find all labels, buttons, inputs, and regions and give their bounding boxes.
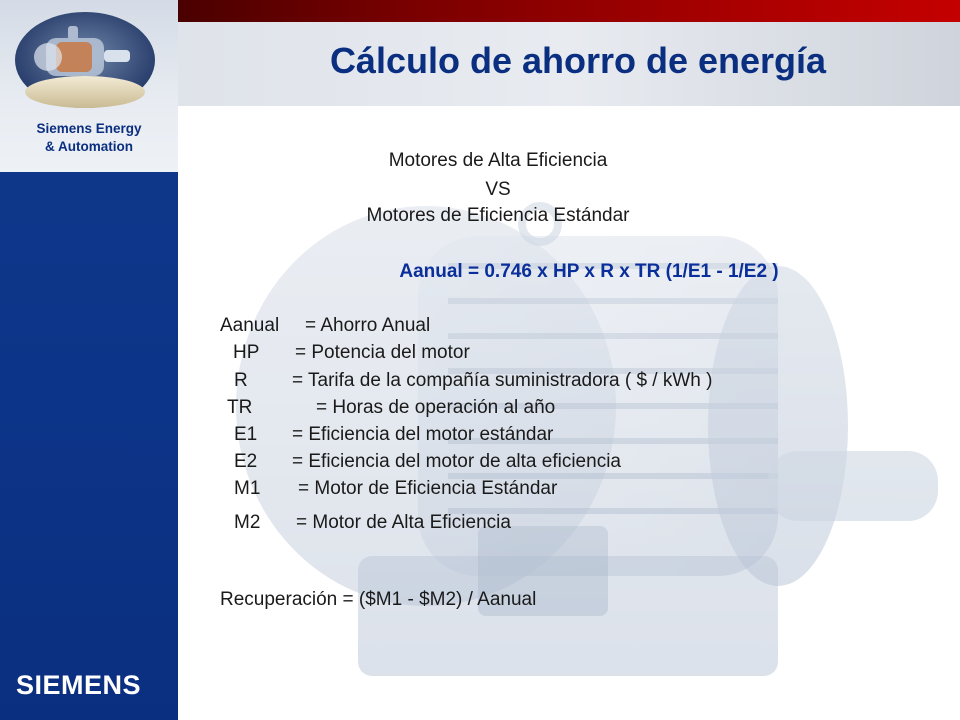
definition-term: Aanual <box>220 315 280 336</box>
definition-text: = Ahorro Anual <box>305 315 431 336</box>
definition-text: = Eficiencia del motor de alta eficiencia <box>292 451 621 472</box>
definition-term: E1 <box>234 424 258 445</box>
definition-text: = Eficiencia del motor estándar <box>292 424 554 445</box>
slide-text <box>178 106 960 720</box>
siemens-logo: SIEMENS <box>16 670 142 700</box>
slide-content <box>178 106 960 720</box>
top-accent-bar <box>178 0 960 22</box>
page-title: Cálculo de ahorro de energía <box>329 40 827 81</box>
definition-term: TR <box>227 397 253 418</box>
savings-formula: Aanual = 0.746 x HP x R x TR (1/E1 - 1/E2 ) <box>399 261 779 282</box>
heading-line-2: VS <box>485 179 511 200</box>
company-name <box>0 120 178 156</box>
sidebar <box>0 0 178 720</box>
heading-line-3: Motores de Eficiencia Estándar <box>366 205 630 226</box>
definition-term: M2 <box>234 512 261 533</box>
definition-term: R <box>234 370 248 391</box>
definition-text: = Potencia del motor <box>295 342 470 363</box>
recovery-formula: Recuperación = ($M1 - $M2) / Aanual <box>220 589 537 610</box>
definition-term: E2 <box>234 451 258 472</box>
definition-term: M1 <box>234 478 261 499</box>
definition-text: = Horas de operación al año <box>316 397 556 418</box>
company-emblem-box <box>0 0 178 172</box>
definition-term: HP <box>233 342 260 363</box>
definition-text: = Tarifa de la compañía suministradora ( $ / kWh ) <box>292 370 713 391</box>
definition-text: = Motor de Eficiencia Estándar <box>298 478 558 499</box>
definition-text: = Motor de Alta Eficiencia <box>296 512 511 533</box>
company-name-line1: Siemens Energy <box>36 121 142 136</box>
company-name-line2: & Automation <box>45 139 133 154</box>
motor-illustration-icon <box>10 8 160 112</box>
heading-line-1: Motores de Alta Eficiencia <box>388 150 608 171</box>
